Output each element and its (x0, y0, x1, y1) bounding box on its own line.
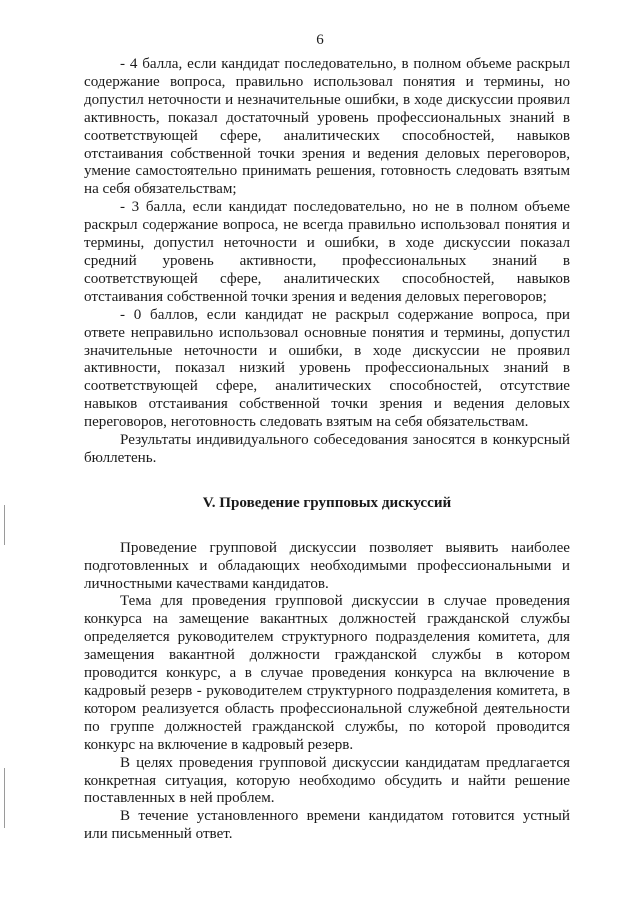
paragraph-score-0: - 0 баллов, если кандидат не раскрыл содержание вопроса, при ответе неправильно использовал основные понятия и термины, допустил значительные неточности и ошибки, в ходе дискуссии не проявил активности, показал низкий уровень профессиональных знаний в соответствующей сфере, аналитических способностей, отсутствие навыков отстаивания собственной точки зрения и ведения деловых переговоров, неготовность следовать взятым на себя обязательствам. (84, 306, 570, 431)
paragraph-interview-results: Результаты индивидуального собеседования заносятся в конкурсный бюллетень. (84, 432, 570, 466)
scan-edge-mark (4, 768, 5, 828)
paragraph-answer-preparation: В течение установленного времени кандидатом готовится устный или письменный ответ. (84, 808, 570, 843)
scan-edge-mark (4, 505, 5, 545)
section-title: V. Проведение групповых дискуссий (202, 494, 452, 511)
page-number: 6 (316, 32, 324, 48)
page-body (84, 56, 570, 844)
paragraph-score-3: - 3 балла, если кандидат последовательно, но не в полном объеме раскрыл содержание вопроса, не всегда правильно использовал понятия и термины, допустил неточности и ошибки, в ходе дискуссии показал средний уровень активности, профессиональных знаний в соответствующей сфере, аналитических способностей, навыков отстаивания собственной точки зрения и ведения деловых переговоров; (84, 199, 570, 305)
paragraph-discussion-situation: В целях проведения групповой дискуссии кандидатам предлагается конкретная ситуация, которую необходимо обсудить и найти решение поставленных в ней проблем. (84, 754, 570, 807)
paragraph-discussion-topic: Тема для проведения групповой дискуссии в случае проведения конкурса на замещение вакантных должностей гражданской службы определяется руководителем структурного подразделения комитета, для замещения вакантной должности гражданской службы в котором проводится конкурс, а в случае проведения конкурса на включение в кадровый резерв - руководителем структурного подразделения комитета, в котором реализуется область профессиональной служебной деятельности по группе должностей гражданской службы, по которой проводится конкурс на включение в кадровый резерв. (84, 593, 570, 753)
paragraph-group-discussion-purpose: Проведение групповой дискуссии позволяет выявить наиболее подготовленных и обладающих необходимыми профессиональными и личностными качествами кандидатов. (84, 539, 570, 592)
paragraph-score-4: - 4 балла, если кандидат последовательно, в полном объеме раскрыл содержание вопроса, правильно использовал понятия и термины, но допустил неточности и незначительные ошибки, в ходе дискуссии проявил активность, показал достаточный уровень профессиональных знаний в соответствующей сфере, аналитических способностей, навыков отстаивания собственной точки зрения и ведения деловых переговоров, умение самостоятельно принимать решения, готовность следовать взятым на себя обязательствам; (84, 56, 570, 198)
